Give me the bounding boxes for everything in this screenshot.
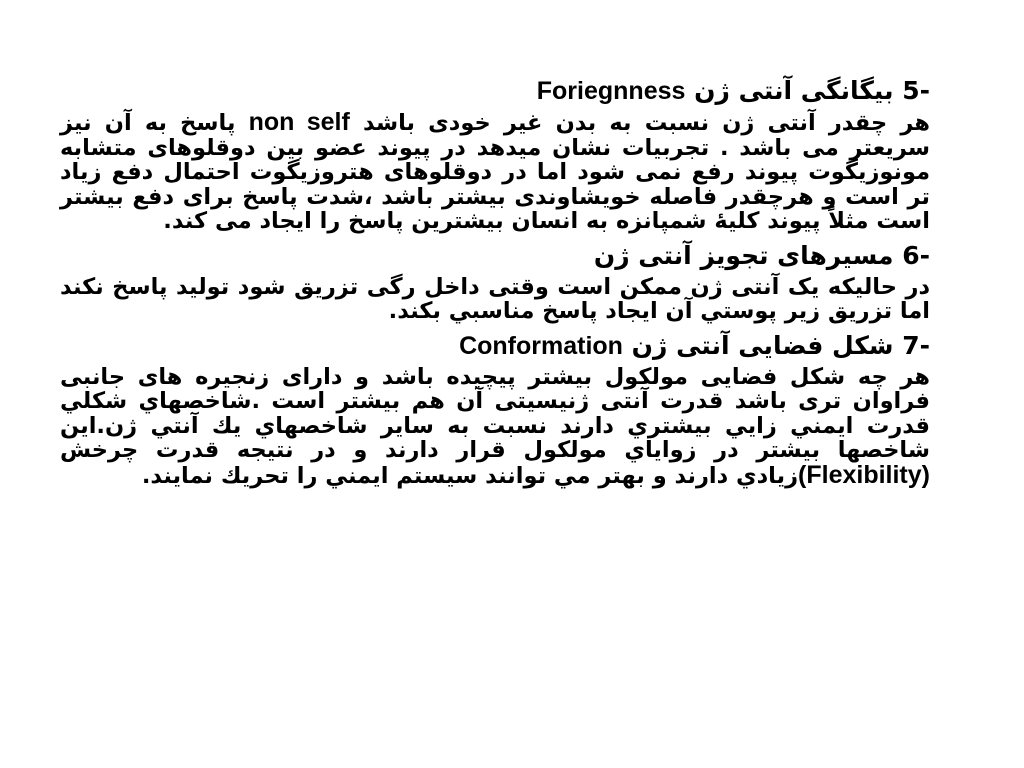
section-6-number: -6 bbox=[902, 240, 930, 270]
section-6-title: مسیرهای تجویز آنتی ژن bbox=[593, 240, 894, 270]
section-5-body-latin: non self bbox=[248, 108, 350, 136]
section-5-body bbox=[60, 110, 930, 234]
section-7-number: -7 bbox=[902, 330, 930, 360]
section-6-body-text: در حالیکه یک آنتی ژن ممکن است وقتی داخل رگی تزریق شود تولید پاسخ نکند اما تزريق زير پوستي آن ايجاد پاسخ مناسبي بكند. bbox=[60, 273, 930, 324]
section-7-title: شکل فضایی آنتی ژن bbox=[631, 330, 894, 360]
section-6-heading bbox=[60, 239, 930, 273]
section-5-heading bbox=[60, 74, 930, 108]
section-7-latin-term: Conformation bbox=[459, 331, 623, 360]
section-5-title: بیگانگی آنتی ژن bbox=[694, 76, 894, 105]
section-7-body bbox=[60, 365, 930, 489]
section-5-latin-term: Foriegnness bbox=[536, 77, 686, 105]
section-6-body bbox=[60, 275, 930, 324]
section-7-body-latin: (Flexibility) bbox=[798, 460, 930, 489]
section-7-body-rest: زيادي دارند و بهتر مي توانند سيستم ايمني را تحريك نمايند. bbox=[141, 462, 799, 489]
section-7-body-start: هر چه شکل فضایی مولکول بیشتر پیچیده باشد و دارای زنجیره های جانبی فراوان تری باشد قدرت آنتی ژنیسیتی آن هم بیشتر است .شاخصهاي شكلي قدرت ايمني زايي بيشتري دارند نسبت به ساير شاخصهاي يك آنتي ژن.اين شاخصها بيشتر در زواياي مولكول قرار دارند و در نتيجه قدرت چرخش bbox=[60, 363, 930, 463]
section-5-body-rest: پاسخ به آن نیز سریعتر می باشد . تجربیات نشان میدهد در پیوند عضو بین دوقلوهای متشابه مونوزیگوت پیوند رفع نمی شود اما در دوقلوهای هتروزیگوت احتمال دفع زیاد تر است و هرچقدر فاصله خویشاوندی بیشتر باشد ،شدت پاسخ برای دفع بیشتر است مثلاً پیوند کلیهٔ شمپانزه به انسان بیشترین پاسخ را ایجاد می کند. bbox=[60, 110, 930, 234]
slide-content bbox=[60, 74, 930, 493]
section-5-body-start: هر چقدر آنتی ژن نسبت به بدن غیر خودی باشد bbox=[362, 110, 930, 136]
section-5-number: -5 bbox=[902, 76, 930, 105]
section-7-heading bbox=[60, 329, 930, 363]
